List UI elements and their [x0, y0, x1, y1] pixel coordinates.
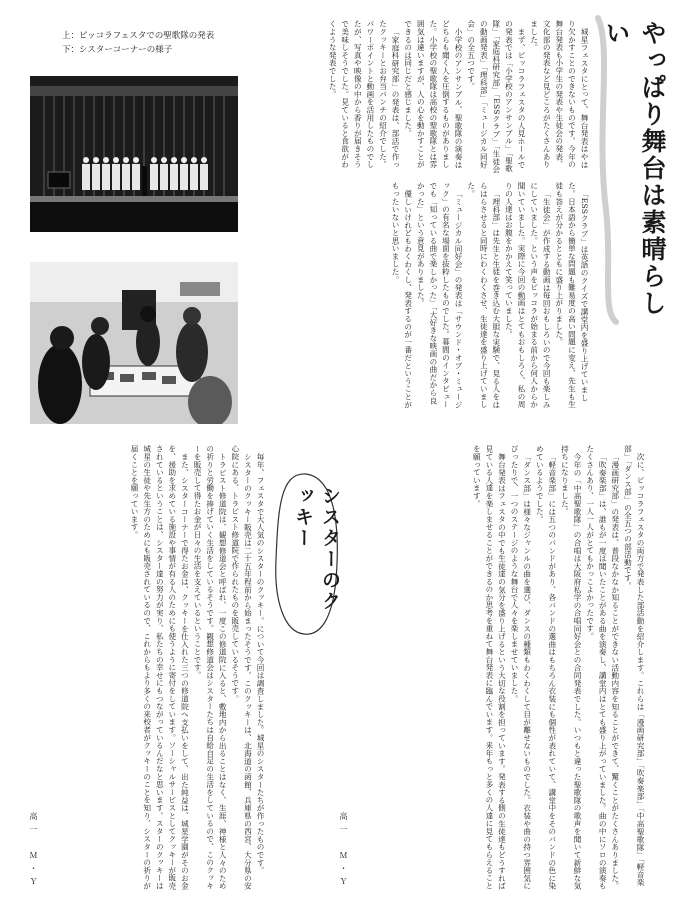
choir-stage-illustration: [30, 76, 238, 232]
paragraph: 「漫画研究部」の発表は、普段なかなか知ることができない活動内容を知ることができて、驚くことがたくさんありました。: [610, 452, 620, 890]
photo-caption-bottom: 下：シスターコーナーの様子: [62, 45, 173, 55]
paragraph: 毎年、フェスタで大人気のシスターのクッキー。について今回は調査しました。城星のシスターたちが作ったものです。: [256, 452, 265, 874]
photo-choir-stage: [30, 76, 238, 232]
sister-corner-illustration: [30, 262, 238, 424]
paragraph: 優しいけれどもわくわくし、発表するのが一番だということがもったいないと思いました。: [391, 182, 413, 408]
paragraph: 「ミュージカル同好会」の発表は「サウンド・オブ・ミュージック」の有名な場面を抜粋したものでした。幕間のインタビューでも「知っている曲で楽しかった」「大好きな映画の曲だから良かった」という意見がありました。: [416, 182, 464, 409]
article2-continuation-column: [356, 445, 646, 893]
paragraph: 次に、ピッコラフェスタの両方で発表した部活動を紹介します。これらは「漫画研究部」「吹奏楽部」「中高聖歌隊」「軽音楽部」「ダンス部」の全五つの部活動です。: [623, 445, 645, 886]
paragraph: 「ESSクラブ」は英語のクイズで講堂内を盛り上げていました。日本語から簡単な問題も難易度の高い問題に変え、先生も生徒も答えが分かるとともに盛り上がりました。: [554, 182, 589, 409]
photo-sister-corner: [30, 262, 238, 424]
paragraph: まず、ピッコラフェスタの人見ホールでの発表では「小学校のアンサンブル」「聖歌隊」「家庭科研究部」「ESSクラブ」「生徒会の動画発表」「理科部」「ミュージカル同好会」の全五つです。: [466, 20, 527, 174]
paragraph: 小学校のアンサンブル、聖歌隊の演奏はどちらも聞く人を圧倒するものがありました。小学校の聖歌隊は高校の聖歌隊とは雰囲気は違いますが、人の心を動かすことができるのは同じだと感じました。: [403, 20, 464, 169]
paragraph: シスターのクッキー販売は二十五年程前から始まったそうです。このクッキーは、北海道の函館、兵庫県の西宮、大分県の安心院にある、トラピスト修道院で作られたものを販売しているそうです。: [230, 445, 253, 890]
paragraph: 「吹奏楽部」は、誰もが一度は聞いたことがある曲を演奏し、講堂内はとても盛り上がっていました。曲の中にソロの演奏もたくさんあり、一人一人がとてもかっこよかったです。: [585, 445, 608, 890]
article-title: やっぱり舞台は素晴らしい: [602, 20, 667, 317]
article2-title: シスターのクッキー: [292, 486, 341, 612]
paragraph: 城星フェスタにとって、舞台発表はやはり欠かすことのできないものです。今年の舞台発表も小学生の発表や生徒会の発表、文化部の発表など見どころがたくさんありました。: [529, 20, 589, 169]
article2-column: [42, 445, 266, 893]
article1-column-right: [252, 20, 590, 175]
paragraph: 「ダンス部」は様々なジャンルの曲を選び、ダンスの種類もわくわくして目が離せないものでした。衣装や曲の持つ雰囲気にぴったりで、一つのステージのような舞台で人々を楽しませていました。: [510, 445, 532, 890]
paragraph: 舞台発表はフェスタの中でも生徒達の気分を盛り上げるという大切な役割を担っています。発表する側の生徒達もどうすれば見ている人達を楽しませることができるのか思考を重ねて舞台発表に臨んでいます。来年もっと多くの人達に見てもらえることを願っています。: [472, 445, 507, 890]
paragraph: また、シスターコーナーで得たお金は、クッキーを仕入れた三つの修道院へ支払いをして、出た純益は、城星学園がそのお金を、援助を求めている施設や事情が有る人のためにも使うように寄付をしています。ソーシャルサービスとしてクッキーが販売されているということは、シスター達の努力が実り、私たちの幸せにもつながっているんだなと思います。スターのクッキーは城星の生徒や先生方のためにも販売されているので、これからもより多くの来校者がクッキーのことを知り、シスターの祈りが届くことを願っています。: [130, 445, 190, 890]
paragraph: 「生徒会」が作成する動画は毎回おもしろいので今回も楽しみにしていました。という声をピッコラが始まる前から何人からか聞いていました。実際に今回の動画はとてもおもしろく、私の周りの人達はお腹をかかえて笑っていました。: [504, 182, 552, 409]
paragraph: 「家庭科研究部」の発表は、部活で作ったクッキーとお弁当パンチの紹介でした。パワーポイントと動画を活用したものでしたが、写真や映像の中から香りが届きそうで美味しそうでした。見ていると食欲がわくような発表でした。: [328, 20, 401, 169]
author-signature-left: 高一 Ｍ・Ｙ: [29, 812, 38, 890]
paragraph: 「軽音楽部」には五つのバンドがあり、各バンドの選曲はもちろん衣装にも個性が表れていて、講堂中をそのバンドの色に染めているようでした。: [535, 445, 557, 890]
author-signature-right: 高一 Ｍ・Ｙ: [339, 812, 348, 890]
paragraph: トラピスト修道院は、観想修道会と呼ばれ、一度この修道院に入ると、敷地内から出ることはなく、生涯、神様と人々のための祈りと労働を捧げていく生活をしているそうです。観想修道会はシスターたちは自給自足の生活をしているので、このクッキーを販売して得たお金が日々の生活を支えているということです。: [193, 445, 228, 890]
paragraph: 今年の「中高聖歌隊」の合唱は大阪府私学の合唱同好会との合同発表でした。いつもと違った聖歌隊の歌声を聞いて新鮮な気持ちになりました。: [560, 445, 583, 890]
article1-column-left: [252, 182, 590, 412]
title-brush-decoration: [592, 10, 642, 330]
paragraph: 「理科部」は先生と生徒を巻き込む大胆な実験で、見る人をはらはらさせると同時にわくわくさせ、生徒達を盛り上げていました。: [466, 182, 501, 409]
photo-caption-top: 上：ピッコラフェスタでの聖歌隊の発表: [62, 31, 215, 41]
